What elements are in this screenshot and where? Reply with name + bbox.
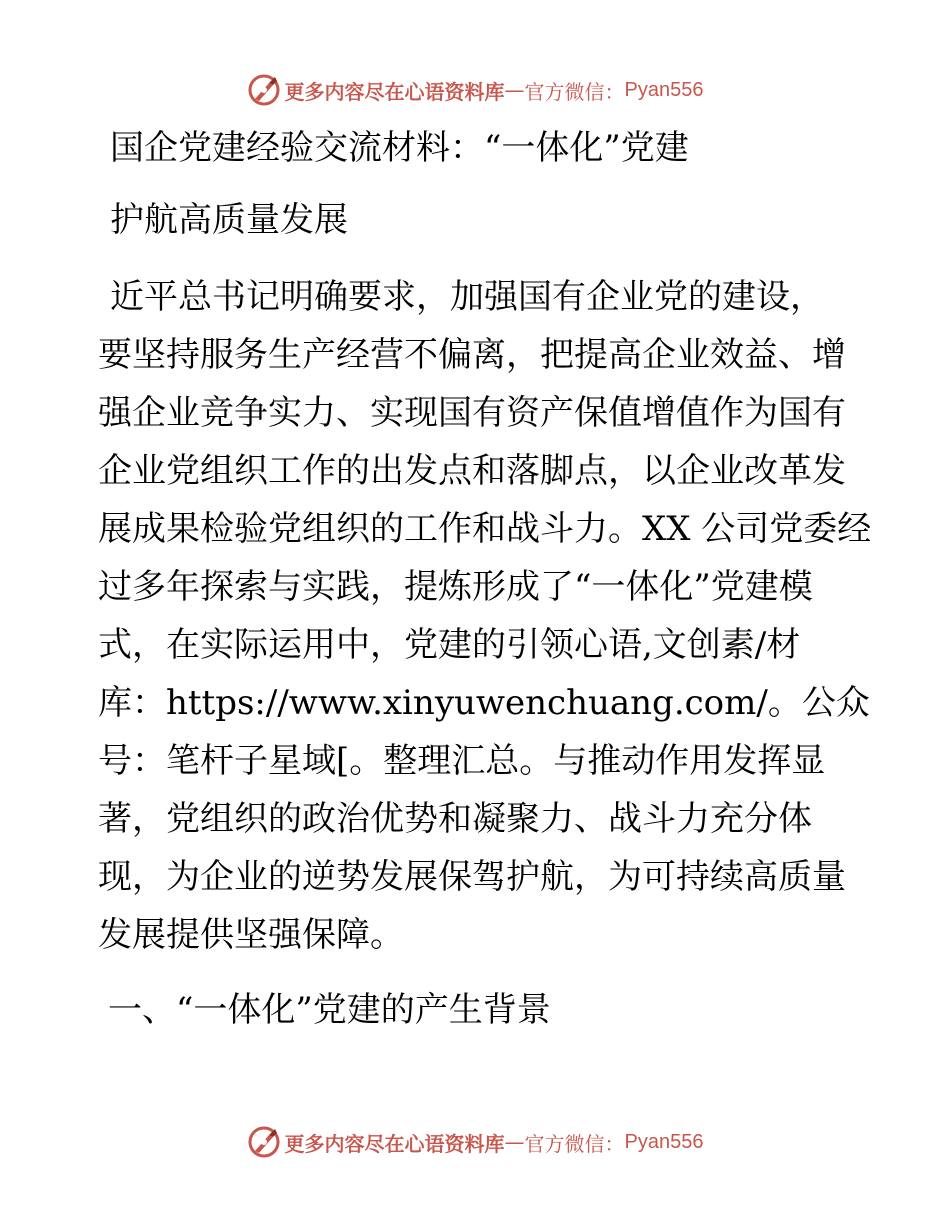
document-title-line-1: 国企党建经验交流材料：“一体化”党建 bbox=[110, 128, 689, 168]
paragraph-line: 要坚持服务生产经营不偏离，把提高企业效益、增 bbox=[98, 335, 846, 375]
paragraph-line: 强企业竞争实力、实现国有资产保值增值作为国有 bbox=[98, 393, 846, 433]
paragraph-line: 号：笔杆子星域[。整理汇总。与推动作用发挥显 bbox=[98, 741, 826, 781]
banner-wechat-label: 官方微信： bbox=[524, 79, 625, 104]
paragraph-line: 近平总书记明确要求，加强国有企业党的建设， bbox=[110, 277, 824, 317]
quill-pen-logo-icon bbox=[247, 1125, 281, 1159]
banner-separator: — bbox=[504, 1130, 525, 1154]
banner-wechat-id: Pyan556 bbox=[624, 1130, 704, 1153]
paragraph-line: 著，党组织的政治优势和凝聚力、战斗力充分体 bbox=[98, 799, 812, 839]
banner-wechat-id: Pyan556 bbox=[624, 78, 704, 101]
document-title-line-2: 护航高质量发展 bbox=[110, 200, 348, 240]
footer-banner bbox=[0, 1122, 950, 1162]
header-banner bbox=[0, 70, 950, 110]
paragraph-line: 发展提供坚强保障。 bbox=[98, 915, 404, 955]
body-paragraph bbox=[98, 268, 872, 964]
paragraph-line: 企业党组织工作的出发点和落脚点，以企业改革发 bbox=[98, 451, 846, 491]
section-heading: 一、“一体化”党建的产生背景 bbox=[108, 990, 551, 1030]
banner-brand-text: 更多内容尽在心语资料库 bbox=[284, 1131, 505, 1156]
paragraph-line: 现，为企业的逆势发展保驾护航，为可持续高质量 bbox=[98, 857, 846, 897]
paragraph-line: 式，在实际运用中，党建的引领心语,文创素/材 bbox=[98, 625, 801, 665]
banner-brand-text: 更多内容尽在心语资料库 bbox=[284, 79, 505, 104]
quill-pen-logo-icon bbox=[247, 73, 281, 107]
paragraph-line: 过多年探索与实践，提炼形成了“一体化”党建模 bbox=[98, 567, 813, 607]
banner-separator: — bbox=[504, 78, 525, 102]
paragraph-line: 库：https://www.xinyuwenchuang.com/。公众 bbox=[98, 683, 870, 723]
banner-wechat-label: 官方微信： bbox=[524, 1131, 625, 1156]
paragraph-line: 展成果检验党组织的工作和战斗力。XX 公司党委经 bbox=[98, 509, 872, 549]
